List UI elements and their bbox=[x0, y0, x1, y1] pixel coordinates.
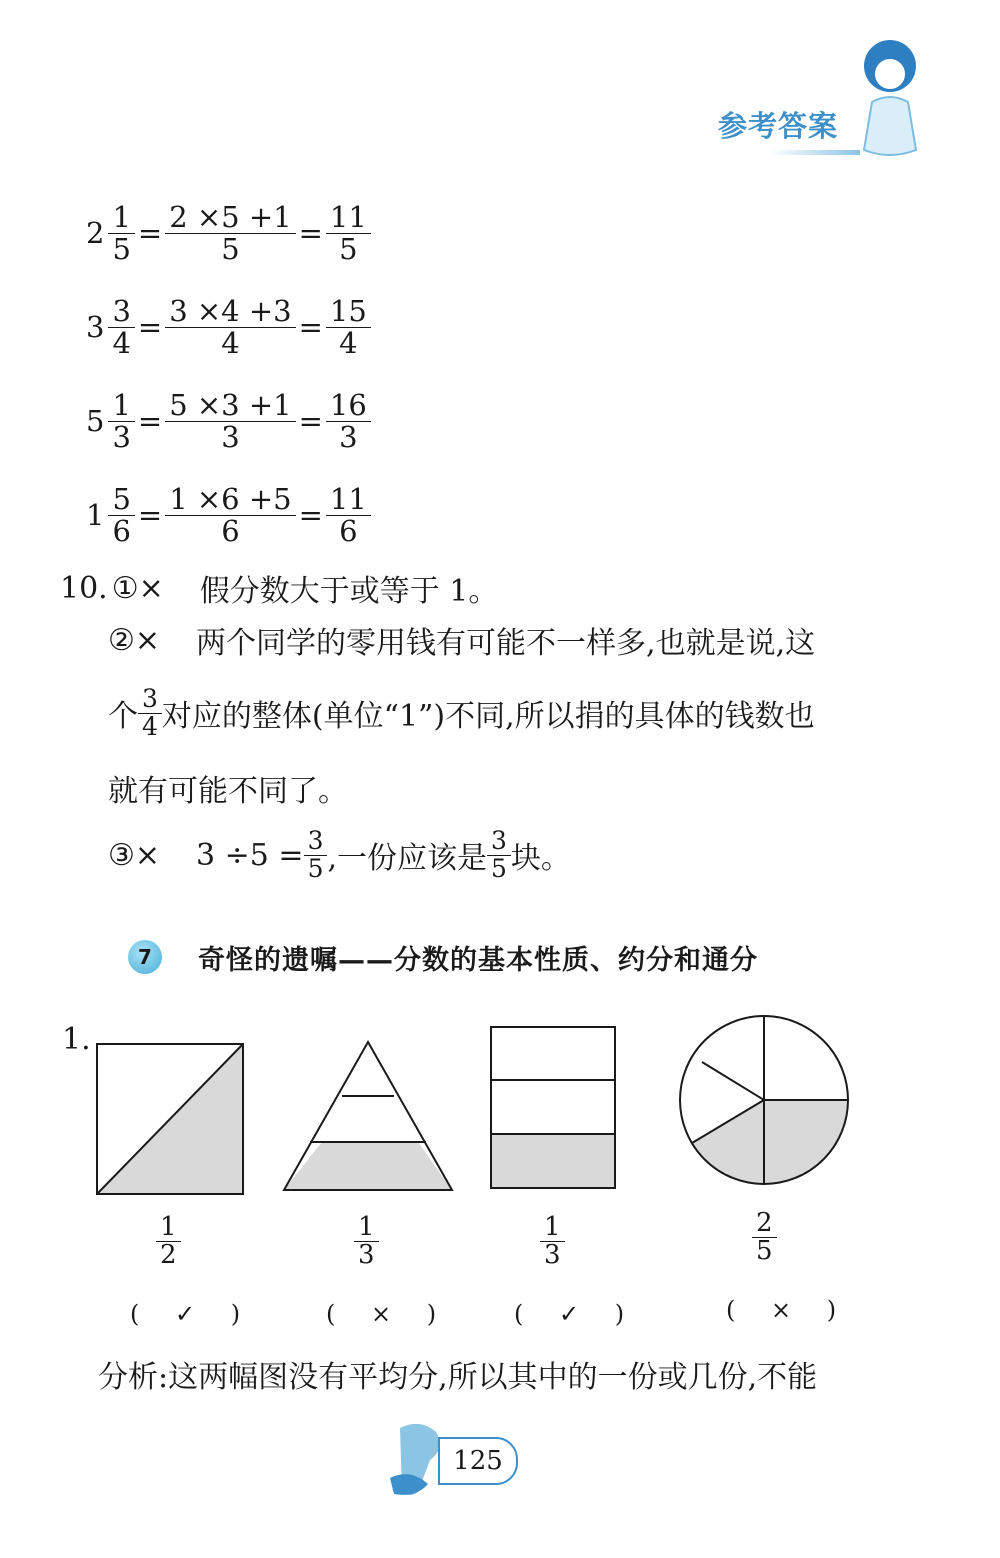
equals-sign: = bbox=[137, 404, 163, 438]
denominator: 4 bbox=[326, 327, 371, 358]
q10-item3 bbox=[108, 820, 571, 890]
denominator: 2 bbox=[156, 1241, 181, 1269]
fraction bbox=[167, 390, 293, 452]
fraction bbox=[110, 390, 132, 452]
numerator: 1 ×6 +5 bbox=[169, 482, 292, 517]
equals-sign: = bbox=[137, 216, 163, 250]
equals-sign: = bbox=[298, 498, 323, 532]
section-title: 奇怪的遗嘱——分数的基本性质、约分和通分 bbox=[198, 945, 758, 976]
figure-fraction bbox=[356, 1214, 377, 1270]
answer-text: 3 ÷5 = bbox=[196, 837, 304, 873]
fraction bbox=[140, 686, 160, 740]
equals-sign: = bbox=[137, 498, 163, 532]
numerator: 5 ×3 +1 bbox=[169, 388, 292, 423]
judgement-mark: ( ✓ ) bbox=[514, 1300, 639, 1328]
fraction bbox=[167, 296, 293, 358]
fraction bbox=[167, 202, 293, 264]
question-number: 1. bbox=[62, 1022, 91, 1057]
q10-item2-line3 bbox=[108, 766, 348, 810]
conversion-row bbox=[86, 292, 371, 362]
answer-text: ,一份应该是 bbox=[327, 841, 488, 876]
conversion-row bbox=[86, 480, 371, 550]
fraction bbox=[328, 202, 369, 264]
section-badge: 7 bbox=[128, 940, 162, 974]
answer-mark: ①× bbox=[111, 570, 164, 606]
mascot-girl-illustration bbox=[850, 32, 930, 166]
numerator: 3 bbox=[491, 826, 507, 856]
equals-sign: = bbox=[298, 310, 323, 344]
judgement-mark: ( ✓ ) bbox=[130, 1300, 255, 1328]
answer-text: 假分数大于或等于 1。 bbox=[199, 574, 499, 609]
whole-part: 1 bbox=[86, 498, 105, 532]
numerator: 2 ×5 +1 bbox=[169, 200, 292, 235]
numerator: 3 bbox=[142, 684, 158, 714]
denominator: 4 bbox=[138, 713, 162, 740]
fraction bbox=[489, 828, 509, 882]
fraction bbox=[328, 390, 369, 452]
denominator: 6 bbox=[326, 515, 371, 546]
conversion-row bbox=[86, 386, 371, 456]
numerator: 16 bbox=[329, 388, 367, 423]
figure-circle bbox=[676, 1012, 852, 1188]
fraction bbox=[328, 484, 369, 546]
denominator: 5 bbox=[304, 855, 328, 882]
answer-mark: ③× bbox=[108, 837, 161, 873]
fraction bbox=[110, 484, 132, 546]
numerator: 1 bbox=[358, 1212, 375, 1242]
denominator: 5 bbox=[165, 233, 295, 264]
numerator: 11 bbox=[329, 482, 367, 517]
denominator: 5 bbox=[487, 855, 511, 882]
numerator: 5 bbox=[112, 482, 131, 517]
denominator: 4 bbox=[108, 327, 134, 358]
denominator: 5 bbox=[326, 233, 371, 264]
answer-text: 对应的整体(单位“1”)不同,所以捐的具体的钱数也 bbox=[161, 699, 815, 734]
equals-sign: = bbox=[298, 216, 323, 250]
figure-fraction bbox=[542, 1214, 563, 1270]
numerator: 1 bbox=[160, 1212, 177, 1242]
denominator: 3 bbox=[165, 421, 295, 452]
header-title: 参考答案 bbox=[718, 109, 839, 143]
denominator: 5 bbox=[752, 1237, 777, 1265]
numerator: 15 bbox=[329, 294, 367, 329]
page-number: 125 bbox=[438, 1437, 518, 1485]
judgement-mark: ( × ) bbox=[326, 1300, 451, 1328]
whole-part: 2 bbox=[86, 216, 105, 250]
figure-fraction bbox=[158, 1214, 179, 1270]
analysis-text: 分析:这两幅图没有平均分,所以其中的一份或几份,不能 bbox=[98, 1360, 818, 1395]
numerator: 1 bbox=[112, 200, 131, 235]
answer-text: 两个同学的零用钱有可能不一样多,也就是说,这 bbox=[196, 626, 816, 661]
fraction bbox=[328, 296, 369, 358]
denominator: 3 bbox=[326, 421, 371, 452]
numerator: 11 bbox=[329, 200, 367, 235]
numerator: 2 bbox=[756, 1208, 773, 1238]
judgement-mark: ( × ) bbox=[726, 1296, 851, 1324]
answer-mark: ②× bbox=[108, 622, 161, 658]
figure-rectangle bbox=[486, 1022, 620, 1194]
answer-text: 个 bbox=[108, 699, 138, 734]
figure-square bbox=[92, 1040, 252, 1200]
fraction bbox=[110, 296, 132, 358]
answer-text: 块。 bbox=[510, 841, 571, 876]
denominator: 3 bbox=[354, 1241, 379, 1269]
q10-item1 bbox=[60, 566, 498, 610]
numerator: 1 bbox=[544, 1212, 561, 1242]
numerator: 3 ×4 +3 bbox=[169, 294, 292, 329]
header-divider bbox=[770, 150, 860, 155]
fraction bbox=[110, 202, 132, 264]
denominator: 3 bbox=[540, 1241, 565, 1269]
figure-fraction bbox=[754, 1210, 775, 1266]
answer-text: 就有可能不同了。 bbox=[108, 774, 348, 809]
equals-sign: = bbox=[298, 404, 323, 438]
denominator: 5 bbox=[108, 233, 134, 264]
denominator: 4 bbox=[165, 327, 295, 358]
equals-sign: = bbox=[137, 310, 163, 344]
whole-part: 3 bbox=[86, 310, 105, 344]
conversion-row bbox=[86, 198, 371, 268]
denominator: 3 bbox=[108, 421, 134, 452]
q10-item2-line2 bbox=[108, 678, 815, 748]
numerator: 1 bbox=[112, 388, 131, 423]
fraction bbox=[306, 828, 326, 882]
figure-triangle bbox=[278, 1038, 458, 1198]
denominator: 6 bbox=[165, 515, 295, 546]
numerator: 3 bbox=[112, 294, 131, 329]
numerator: 3 bbox=[307, 826, 324, 856]
whole-part: 5 bbox=[86, 404, 105, 438]
fraction bbox=[167, 484, 293, 546]
question-number: 10. bbox=[60, 570, 108, 606]
denominator: 6 bbox=[108, 515, 134, 546]
q10-item2-line1 bbox=[108, 618, 815, 662]
